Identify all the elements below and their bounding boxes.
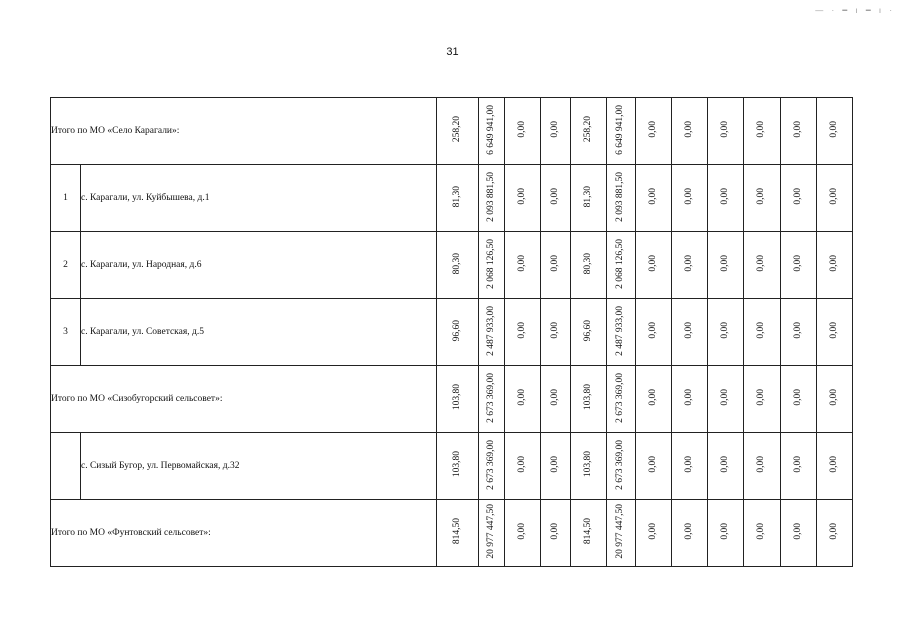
value-text: 0,00: [647, 255, 658, 272]
value-text: 103,80: [582, 384, 593, 411]
value-text: 0,00: [719, 121, 730, 138]
value-text: 0,00: [516, 456, 527, 473]
value-cell: [708, 366, 744, 433]
value-cell: [505, 366, 541, 433]
value-text: 0,00: [647, 389, 658, 406]
value-cell: [479, 165, 505, 232]
total-label: Итого по МО «Село Карагали»:: [51, 98, 437, 165]
table-row: [51, 232, 853, 299]
value-text: 0,00: [647, 456, 658, 473]
value-cell: [607, 433, 636, 500]
value-text: 0,00: [647, 523, 658, 540]
value-text: 20 977 447,50: [615, 504, 626, 559]
value-cell: [708, 165, 744, 232]
value-cell: [672, 165, 708, 232]
value-text: 0,00: [516, 121, 527, 138]
value-text: 0,00: [549, 188, 560, 205]
value-cell: [672, 299, 708, 366]
value-cell: [708, 500, 744, 567]
address-cell: с. Карагали, ул. Куйбышева, д.1: [81, 165, 437, 232]
value-cell: [607, 366, 636, 433]
value-text: 0,00: [792, 389, 803, 406]
value-text: 2 673 369,00: [485, 372, 496, 423]
address-cell: с. Сизый Бугор, ул. Первомайская, д.32: [81, 433, 437, 500]
value-text: 2 487 933,00: [485, 305, 496, 356]
value-cell: [744, 500, 781, 567]
value-text: 0,00: [683, 322, 694, 339]
value-cell: [541, 232, 571, 299]
value-text: 2 068 126,50: [615, 238, 626, 289]
value-text: 103,80: [582, 451, 593, 478]
value-text: 0,00: [683, 456, 694, 473]
value-text: 2 673 369,00: [615, 372, 626, 423]
value-cell: [505, 299, 541, 366]
value-cell: [479, 366, 505, 433]
value-cell: [571, 232, 607, 299]
value-text: 0,00: [719, 389, 730, 406]
value-text: 0,00: [683, 188, 694, 205]
value-text: 0,00: [756, 322, 767, 339]
value-text: 0,00: [516, 255, 527, 272]
value-cell: [817, 232, 853, 299]
value-cell: [636, 500, 672, 567]
value-cell: [744, 232, 781, 299]
value-text: 0,00: [516, 188, 527, 205]
total-label: Итого по МО «Сизобугорский сельсовет»:: [51, 366, 437, 433]
value-cell: [607, 165, 636, 232]
value-text: 2 673 369,00: [615, 439, 626, 490]
value-text: 2 487 933,00: [615, 305, 626, 356]
value-cell: [744, 366, 781, 433]
value-cell: [781, 500, 817, 567]
value-text: 0,00: [647, 121, 658, 138]
value-cell: [708, 232, 744, 299]
value-cell: [672, 433, 708, 500]
value-text: 2 093 881,50: [615, 171, 626, 222]
value-text: 0,00: [719, 523, 730, 540]
total-row: [51, 366, 853, 433]
value-text: 0,00: [828, 389, 839, 406]
value-cell: [781, 366, 817, 433]
value-cell: [744, 299, 781, 366]
value-cell: [607, 98, 636, 165]
row-number: 3: [51, 299, 81, 366]
value-cell: [607, 299, 636, 366]
value-cell: [744, 98, 781, 165]
value-text: 0,00: [516, 389, 527, 406]
value-text: 0,00: [792, 523, 803, 540]
value-cell: [817, 165, 853, 232]
value-cell: [571, 366, 607, 433]
value-cell: [636, 98, 672, 165]
value-text: 0,00: [792, 121, 803, 138]
value-cell: [437, 500, 479, 567]
scan-marks: — · ━ ı ━ ı ·: [815, 6, 895, 15]
value-cell: [571, 165, 607, 232]
table-row: [51, 299, 853, 366]
value-cell: [636, 366, 672, 433]
value-cell: [708, 98, 744, 165]
value-cell: [817, 433, 853, 500]
value-cell: [607, 232, 636, 299]
value-text: 0,00: [719, 456, 730, 473]
value-text: 96,60: [582, 319, 593, 342]
value-cell: [781, 299, 817, 366]
value-text: 0,00: [828, 456, 839, 473]
value-text: 0,00: [683, 255, 694, 272]
value-text: 0,00: [828, 322, 839, 339]
total-row: [51, 98, 853, 165]
value-text: 0,00: [549, 121, 560, 138]
value-text: 0,00: [792, 188, 803, 205]
value-text: 0,00: [719, 255, 730, 272]
value-cell: [541, 98, 571, 165]
value-cell: [479, 299, 505, 366]
total-row: [51, 500, 853, 567]
value-text: 0,00: [683, 121, 694, 138]
table-body: [51, 98, 853, 567]
value-text: 6 649 941,00: [615, 104, 626, 155]
value-text: 258,20: [582, 116, 593, 143]
value-cell: [571, 500, 607, 567]
value-text: 103,80: [451, 384, 462, 411]
value-text: 0,00: [828, 523, 839, 540]
value-text: 81,30: [451, 185, 462, 208]
value-text: 0,00: [683, 389, 694, 406]
value-text: 0,00: [516, 523, 527, 540]
value-text: 0,00: [828, 255, 839, 272]
value-cell: [708, 433, 744, 500]
value-cell: [437, 165, 479, 232]
value-text: 0,00: [516, 322, 527, 339]
value-text: 0,00: [549, 389, 560, 406]
value-cell: [571, 98, 607, 165]
table-row: [51, 165, 853, 232]
value-cell: [541, 366, 571, 433]
value-cell: [672, 500, 708, 567]
value-text: 6 649 941,00: [485, 104, 496, 155]
value-cell: [636, 299, 672, 366]
report-table: [50, 97, 853, 567]
value-cell: [744, 165, 781, 232]
value-cell: [541, 299, 571, 366]
total-label: Итого по МО «Фунтовский сельсовет»:: [51, 500, 437, 567]
value-cell: [541, 500, 571, 567]
value-text: 20 977 447,50: [485, 504, 496, 559]
table-row: [51, 433, 853, 500]
value-text: 0,00: [549, 523, 560, 540]
value-text: 103,80: [451, 451, 462, 478]
value-cell: [636, 165, 672, 232]
row-number: 1: [51, 165, 81, 232]
value-cell: [505, 232, 541, 299]
value-cell: [781, 98, 817, 165]
value-text: 0,00: [719, 322, 730, 339]
value-cell: [437, 433, 479, 500]
value-text: 0,00: [647, 188, 658, 205]
value-text: 814,50: [451, 518, 462, 545]
value-cell: [781, 165, 817, 232]
value-cell: [672, 98, 708, 165]
value-text: 0,00: [828, 121, 839, 138]
value-text: 0,00: [792, 255, 803, 272]
value-cell: [479, 232, 505, 299]
value-text: 0,00: [756, 389, 767, 406]
value-cell: [437, 232, 479, 299]
value-text: 0,00: [683, 523, 694, 540]
value-cell: [672, 366, 708, 433]
value-cell: [437, 299, 479, 366]
value-cell: [708, 299, 744, 366]
value-text: 96,60: [451, 319, 462, 342]
value-text: 81,30: [582, 185, 593, 208]
value-cell: [479, 500, 505, 567]
value-text: 814,50: [582, 518, 593, 545]
value-cell: [541, 165, 571, 232]
value-cell: [479, 433, 505, 500]
value-text: 0,00: [549, 456, 560, 473]
row-number: 2: [51, 232, 81, 299]
value-cell: [817, 366, 853, 433]
value-text: 0,00: [792, 456, 803, 473]
value-cell: [505, 98, 541, 165]
value-cell: [817, 500, 853, 567]
value-text: 0,00: [756, 456, 767, 473]
value-cell: [607, 500, 636, 567]
address-cell: с. Карагали, ул. Народная, д.6: [81, 232, 437, 299]
value-cell: [636, 232, 672, 299]
value-text: 2 068 126,50: [485, 238, 496, 289]
value-text: 0,00: [719, 188, 730, 205]
address-cell: с. Карагали, ул. Советская, д.5: [81, 299, 437, 366]
value-cell: [479, 98, 505, 165]
value-cell: [571, 433, 607, 500]
value-text: 2 093 881,50: [485, 171, 496, 222]
row-number: [51, 433, 81, 500]
value-text: 0,00: [756, 188, 767, 205]
value-cell: [571, 299, 607, 366]
value-cell: [437, 98, 479, 165]
value-cell: [505, 433, 541, 500]
value-text: 0,00: [792, 322, 803, 339]
value-cell: [636, 433, 672, 500]
value-text: 0,00: [647, 322, 658, 339]
page-number: 31: [446, 46, 459, 58]
value-cell: [817, 299, 853, 366]
value-text: 0,00: [756, 255, 767, 272]
value-cell: [672, 232, 708, 299]
value-text: 0,00: [828, 188, 839, 205]
value-text: 80,30: [582, 252, 593, 275]
value-cell: [505, 500, 541, 567]
value-cell: [781, 433, 817, 500]
value-cell: [817, 98, 853, 165]
value-text: 80,30: [451, 252, 462, 275]
value-text: 258,20: [451, 116, 462, 143]
value-cell: [437, 366, 479, 433]
value-cell: [541, 433, 571, 500]
value-text: 0,00: [549, 322, 560, 339]
value-cell: [744, 433, 781, 500]
value-text: 2 673 369,00: [485, 439, 496, 490]
value-cell: [505, 165, 541, 232]
value-text: 0,00: [756, 523, 767, 540]
value-text: 0,00: [756, 121, 767, 138]
value-text: 0,00: [549, 255, 560, 272]
value-cell: [781, 232, 817, 299]
